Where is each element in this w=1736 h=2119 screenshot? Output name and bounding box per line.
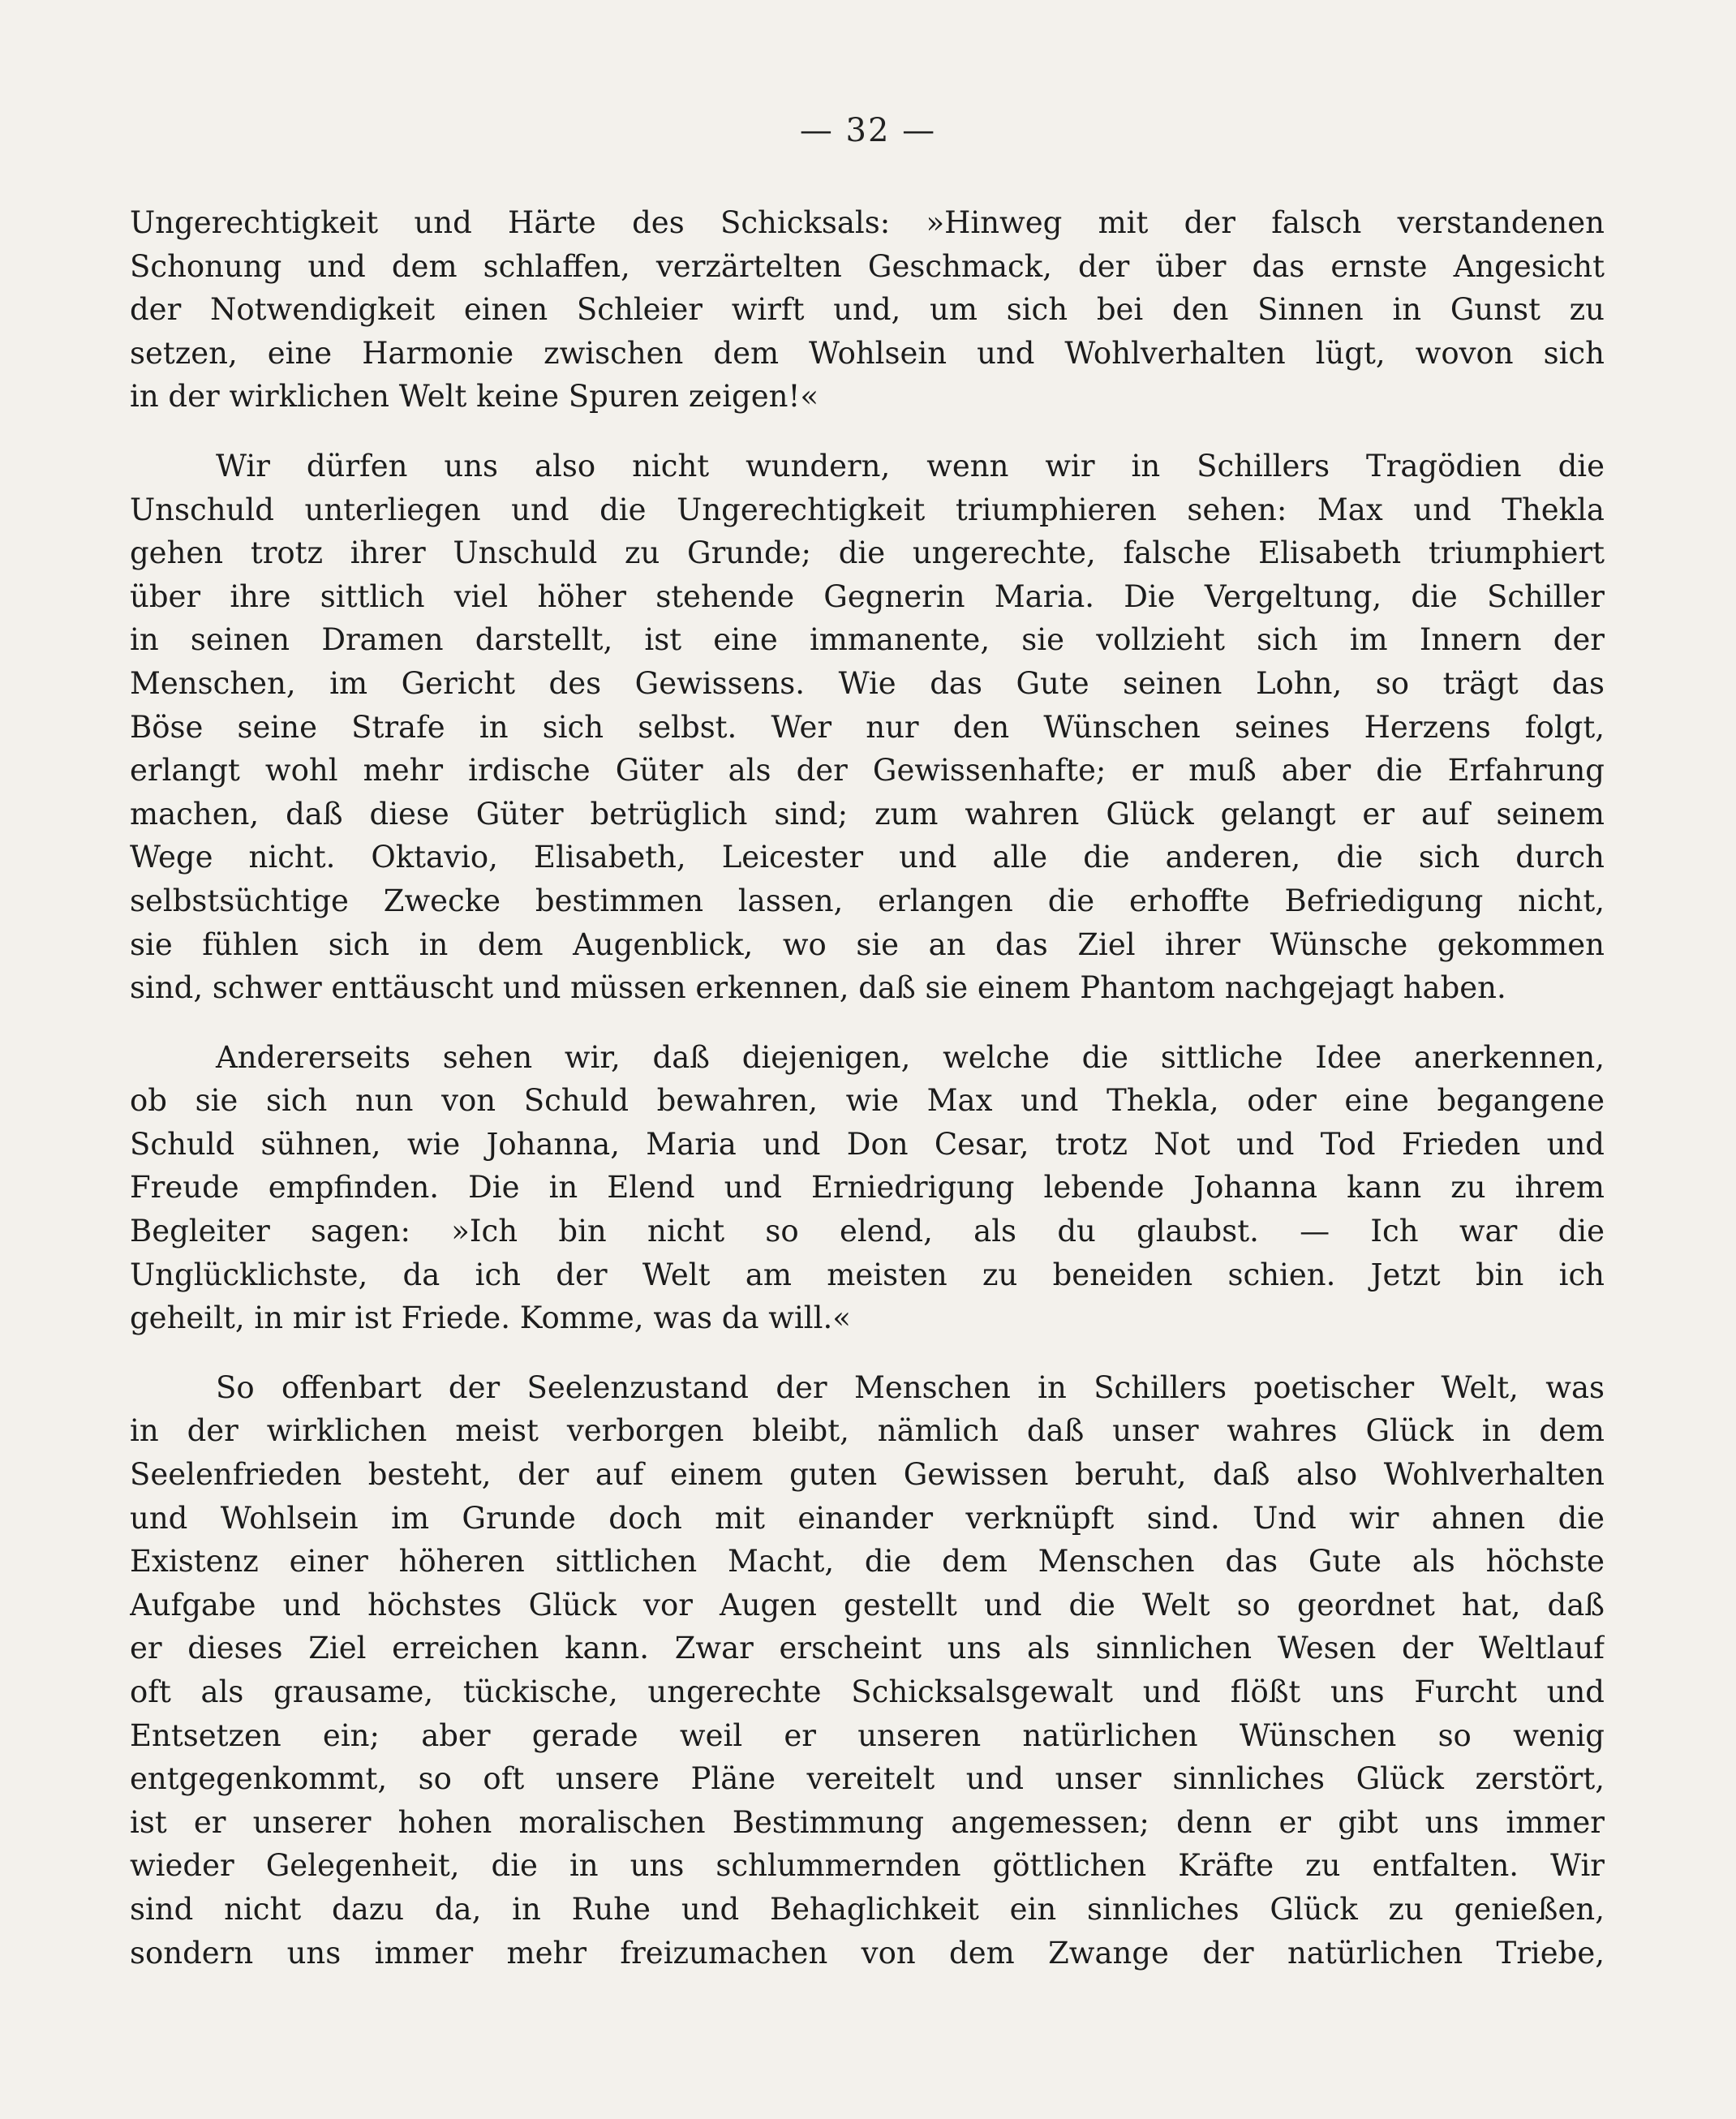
page-number: — 32 — — [799, 112, 937, 149]
paragraph — [130, 445, 1605, 1010]
text-line: sind nicht dazu da, in Ruhe und Behaglichkeit ein sinnliches Glück zu genießen, — [130, 1891, 1605, 1927]
text-line: in der wirklichen meist verborgen bleibt, nämlich daß unser wahres Glück in dem — [130, 1413, 1605, 1449]
text-line: Unschuld unterliegen und die Ungerechtigkeit triumphieren sehen: Max und Thekla — [130, 492, 1605, 527]
paragraph — [130, 201, 1605, 419]
text-line: über ihre sittlich viel höher stehende Gegnerin Maria. Die Vergeltung, die Schiller — [130, 578, 1605, 614]
text-line: ist er unserer hohen moralischen Bestimmung angemessen; denn er gibt uns immer — [130, 1804, 1605, 1840]
text-line: Unglücklichste, da ich der Welt am meisten zu beneiden schien. Jetzt bin ich — [130, 1257, 1605, 1292]
text-line: erlangt wohl mehr irdische Güter als der Gewissenhafte; er muß aber die Erfahrung — [130, 753, 1605, 789]
text-line: wieder Gelegenheit, die in uns schlummernden göttlichen Kräfte zu entfalten. Wir — [130, 1848, 1605, 1884]
text-line: Wege nicht. Oktavio, Elisabeth, Leicester und alle die anderen, die sich durch — [130, 840, 1605, 875]
text-line: Böse seine Strafe in sich selbst. Wer nur den Wünschen seines Herzens folgt, — [130, 709, 1605, 745]
body-text — [130, 201, 1605, 1975]
text-line: Seelenfrieden besteht, der auf einem guten Gewissen beruht, daß also Wohlverhalten — [130, 1457, 1605, 1493]
text-line: sind, schwer enttäuscht und müssen erkennen, daß sie einem Phantom nachgejagt haben. — [130, 970, 1506, 1006]
text-line: gehen trotz ihrer Unschuld zu Grunde; die ungerechte, falsche Elisabeth triumphiert — [130, 535, 1605, 571]
text-line: setzen, eine Harmonie zwischen dem Wohlsein und Wohlverhalten lügt, wovon sich — [130, 335, 1605, 371]
text-line: entgegenkommt, so oft unsere Pläne vereitelt und unser sinnliches Glück zerstört, — [130, 1761, 1605, 1797]
text-line: oft als grausame, tückische, ungerechte Schicksalsgewalt und flößt uns Furcht und — [130, 1674, 1605, 1709]
text-line: Andererseits sehen wir, daß diejenigen, welche die sittliche Idee anerkennen, — [216, 1039, 1605, 1075]
text-line: So offenbart der Seelenzustand der Menschen in Schillers poetischer Welt, was — [216, 1369, 1605, 1405]
text-line: Freude empfinden. Die in Elend und Erniedrigung lebende Johanna kann zu ihrem — [130, 1170, 1605, 1206]
text-line: machen, daß diese Güter betrüglich sind; zum wahren Glück gelangt er auf seinem — [130, 796, 1605, 832]
text-line: Begleiter sagen: »Ich bin nicht so elend, als du glaubst. — Ich war die — [130, 1214, 1605, 1249]
text-line: sondern uns immer mehr freizumachen von dem Zwange der natürlichen Triebe, — [130, 1935, 1605, 1971]
text-line: Wir dürfen uns also nicht wundern, wenn wir in Schillers Tragödien die — [216, 448, 1605, 484]
text-line: in der wirklichen Welt keine Spuren zeigen!« — [130, 379, 819, 415]
text-line: Aufgabe und höchstes Glück vor Augen gestellt und die Welt so geordnet hat, daß — [130, 1587, 1605, 1623]
text-line: Entsetzen ein; aber gerade weil er unseren natürlichen Wünschen so wenig — [130, 1717, 1605, 1753]
text-line: er dieses Ziel erreichen kann. Zwar erscheint uns als sinnlichen Wesen der Weltlauf — [130, 1631, 1605, 1666]
text-line: Schonung und dem schlaffen, verzärtelten Geschmack, der über das ernste Angesicht — [130, 248, 1605, 284]
text-line: und Wohlsein im Grunde doch mit einander verknüpft sind. Und wir ahnen die — [130, 1500, 1605, 1536]
text-line: Menschen, im Gericht des Gewissens. Wie das Gute seinen Lohn, so trägt das — [130, 665, 1605, 701]
text-line: selbstsüchtige Zwecke bestimmen lassen, erlangen die erhoffte Befriedigung nicht, — [130, 883, 1605, 918]
paragraph — [130, 1036, 1605, 1340]
text-line: sie fühlen sich in dem Augenblick, wo sie an das Ziel ihrer Wünsche gekommen — [130, 926, 1605, 962]
text-line: Ungerechtigkeit und Härte des Schicksals: »Hinweg mit der falsch verstandenen — [130, 205, 1605, 240]
text-line: der Notwendigkeit einen Schleier wirft und, um sich bei den Sinnen in Gunst zu — [130, 292, 1605, 328]
text-line: geheilt, in mir ist Friede. Komme, was da will.« — [130, 1300, 851, 1336]
paragraph — [130, 1366, 1605, 1975]
text-line: Schuld sühnen, wie Johanna, Maria und Don Cesar, trotz Not und Tod Frieden und — [130, 1126, 1605, 1162]
text-line: ob sie sich nun von Schuld bewahren, wie Max und Thekla, oder eine begangene — [130, 1083, 1605, 1119]
text-line: Existenz einer höheren sittlichen Macht, die dem Menschen das Gute als höchste — [130, 1544, 1605, 1580]
text-line: in seinen Dramen darstellt, ist eine immanente, sie vollzieht sich im Innern der — [130, 622, 1605, 658]
